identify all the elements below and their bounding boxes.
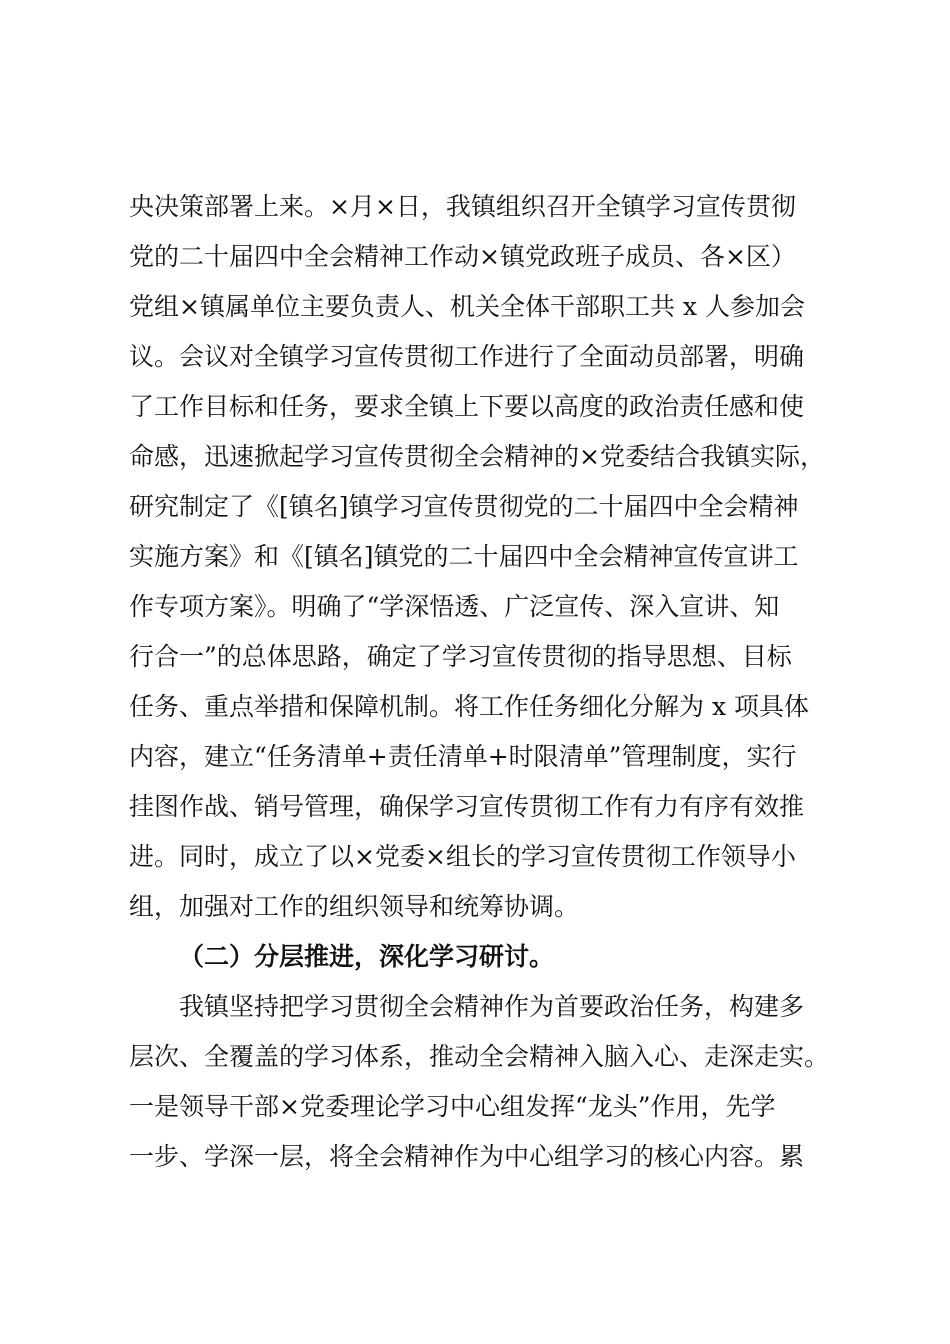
paragraph-line: 层次、全覆盖的学习体系，推动全会精神入脑入心、走深走实。 — [129, 1042, 830, 1071]
paragraph-line: 实施方案》和《[镇名]镇党的二十届四中全会精神宣传宣讲工 — [129, 542, 799, 571]
paragraph-line: 党组×镇属单位主要负责人、机关全体干部职工共 x 人参加会 — [129, 292, 805, 321]
paragraph-line: 命感，迅速掀起学习宣传贯彻全会精神的×党委结合我镇实际， — [129, 442, 825, 471]
paragraph-line: 作专项方案》。明确了“学深悟透、广泛宣传、深入宣讲、知 — [129, 592, 780, 621]
paragraph-line: 行合一”的总体思路，确定了学习宣传贯彻的指导思想、目标 — [129, 642, 792, 671]
paragraph-line: 进。同时，成立了以×党委×组长的学习宣传贯彻工作领导小 — [129, 842, 796, 871]
section-heading: （二）分层推进，深化学习研讨。 — [179, 942, 555, 971]
paragraph-line: 议。会议对全镇学习宣传贯彻工作进行了全面动员部署，明确 — [129, 342, 805, 371]
paragraph-line: 一是领导干部×党委理论学习中心组发挥“龙头”作用，先学 — [129, 1092, 776, 1121]
paragraph-line: 任务、重点举措和保障机制。将工作任务细化分解为 x 项具体 — [129, 692, 809, 721]
paragraph-line: 挂图作战、销号管理，确保学习宣传贯彻工作有力有序有效推 — [129, 792, 805, 821]
paragraph-line: 了工作目标和任务，要求全镇上下要以高度的政治责任感和使 — [129, 392, 805, 421]
paragraph-line: 内容，建立“任务清单+责任清单+时限清单”管理制度，实行 — [129, 742, 797, 771]
paragraph-line: 组，加强对工作的组织领导和统筹协调。 — [129, 892, 580, 921]
paragraph-line: 央决策部署上来。×月×日，我镇组织召开全镇学习宣传贯彻 — [129, 192, 796, 221]
paragraph-line: 研究制定了《[镇名]镇学习宣传贯彻党的二十届四中全会精神 — [129, 492, 799, 521]
paragraph-line: 我镇坚持把学习贯彻全会精神作为首要政治任务，构建多 — [179, 992, 805, 1021]
document-body — [129, 182, 849, 1182]
paragraph-line: 一步、学深一层，将全会精神作为中心组学习的核心内容。累 — [129, 1142, 805, 1171]
paragraph-line: 党的二十届四中全会精神工作动×镇党政班子成员、各×区） — [129, 242, 796, 271]
